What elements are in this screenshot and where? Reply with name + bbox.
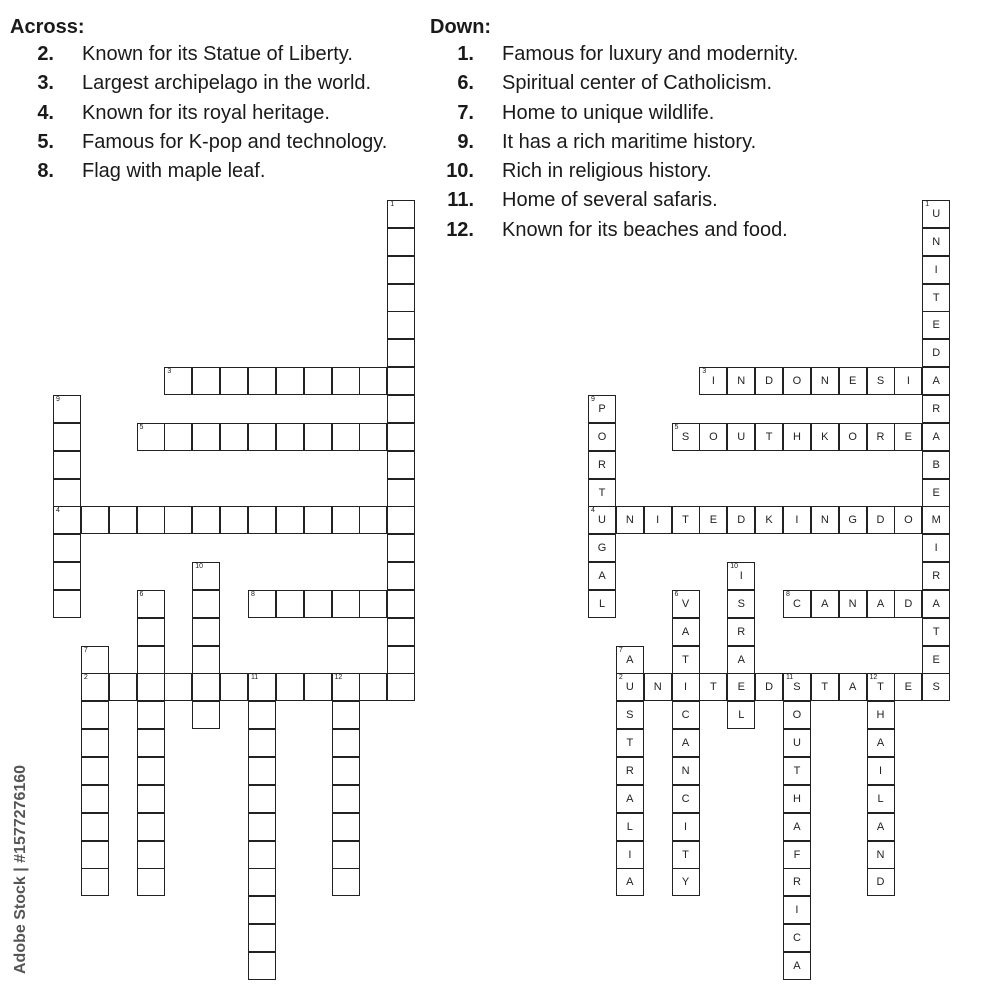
cell-letter: N	[932, 235, 941, 248]
clue-number: 12.	[446, 218, 474, 241]
cell-letter: S	[681, 430, 690, 443]
solved-cell	[588, 590, 616, 618]
solved-cell	[699, 673, 727, 701]
clue-number: 2.	[37, 43, 54, 65]
cell-letter: D	[904, 597, 913, 610]
cell-letter: T	[877, 681, 884, 694]
clue-number: 6.	[457, 72, 474, 95]
cell-letter: E	[904, 430, 913, 443]
clue-number: 3.	[37, 72, 54, 95]
cell-letter: E	[709, 514, 718, 527]
cell-letter: N	[848, 597, 857, 610]
clue-text: Rich in religious history.	[502, 160, 712, 183]
cell-letter: I	[684, 681, 688, 694]
down-heading: Down:	[430, 16, 492, 38]
cell-letter: T	[598, 486, 606, 499]
solved-cell	[922, 506, 950, 534]
cell-letter: I	[684, 820, 688, 833]
clue-number: 7.	[457, 101, 474, 124]
solved-cell	[616, 701, 644, 729]
cell-letter: I	[656, 514, 660, 527]
solved-cell	[783, 924, 811, 952]
solved-cell	[727, 646, 755, 674]
cell-letter: O	[792, 375, 802, 388]
cell-letter: A	[737, 653, 745, 666]
cell-letter: D	[765, 375, 774, 388]
solved-cell	[867, 757, 895, 785]
cell-letter: N	[653, 681, 662, 694]
cell-letter: O	[792, 709, 802, 722]
cell-letter: C	[792, 597, 801, 610]
cell-letter: L	[877, 792, 884, 805]
solved-cell	[727, 590, 755, 618]
cell-letter: A	[932, 375, 940, 388]
clue-number: 8.	[37, 160, 54, 183]
cell-letter: C	[681, 792, 690, 805]
cell-letter: A	[626, 876, 634, 889]
solved-cell	[922, 395, 950, 423]
clue-number: 4.	[37, 101, 54, 124]
cell-letter: F	[793, 848, 801, 861]
solved-cell	[672, 813, 700, 841]
solved-cell	[783, 841, 811, 869]
solved-cell	[727, 701, 755, 729]
solved-cell	[811, 506, 839, 534]
clue-number: 9.	[457, 130, 474, 153]
solved-cell	[672, 757, 700, 785]
clue-text: Known for its Statue of Liberty.	[82, 43, 353, 65]
stock-credit: Adobe Stock | #1577276160	[12, 764, 29, 974]
solved-cell	[922, 673, 950, 701]
cell-letter: L	[626, 820, 633, 833]
solved-cell	[811, 590, 839, 618]
cell-letter: P	[598, 402, 606, 415]
solved-cell	[616, 757, 644, 785]
cell-letter: L	[598, 597, 606, 610]
solved-cell	[839, 590, 867, 618]
cell-letter: T	[932, 625, 940, 638]
cell-letter: G	[597, 542, 607, 555]
solved-cell	[783, 785, 811, 813]
cell-letter: I	[711, 375, 715, 388]
cell-letter: I	[628, 848, 632, 861]
clue-text: Famous for K-pop and technology.	[82, 130, 388, 153]
cell-letter: E	[904, 681, 913, 694]
solved-cell	[783, 896, 811, 924]
cell-letter: T	[626, 737, 634, 750]
cell-letter: A	[876, 737, 885, 750]
solved-cell	[672, 701, 700, 729]
solved-cell	[839, 423, 867, 451]
cell-number: 5	[139, 423, 144, 431]
solved-cell	[867, 729, 895, 757]
cell-letter: N	[737, 375, 746, 388]
cell-letter: N	[625, 514, 634, 527]
cell-letter: I	[906, 375, 910, 388]
cell-letter: T	[765, 430, 773, 443]
solved-cell	[588, 534, 616, 562]
cell-letter: I	[878, 765, 883, 777]
clue-text: Spiritual center of Catholicism.	[502, 72, 773, 95]
clue-text: Known for its beaches and food.	[502, 218, 788, 241]
cell-letter: H	[792, 792, 801, 805]
solved-cell	[672, 785, 700, 813]
cell-letter: E	[848, 375, 857, 388]
cell-letter: H	[876, 709, 885, 722]
cell-letter: R	[932, 570, 941, 583]
cell-number: 3	[167, 368, 172, 376]
solved-cell	[783, 701, 811, 729]
solved-cell	[588, 423, 616, 451]
cell-letter: D	[876, 514, 885, 527]
solved-cell	[588, 562, 616, 590]
cell-letter: T	[682, 848, 689, 861]
solved-cell	[839, 506, 867, 534]
cell-number: 2	[618, 674, 623, 682]
cell-letter: I	[934, 542, 938, 555]
cell-letter: S	[737, 597, 745, 610]
solved-cell	[811, 673, 839, 701]
solved-cell	[811, 423, 839, 451]
cell-letter: G	[848, 514, 857, 527]
solved-cell	[644, 506, 672, 534]
cell-letter: S	[626, 709, 634, 722]
cell-number: 9	[56, 395, 60, 403]
solved-cell	[783, 506, 811, 534]
cell-letter: K	[765, 514, 773, 527]
solved-cell	[922, 562, 950, 590]
solved-cell	[616, 813, 644, 841]
solved-cell	[755, 423, 783, 451]
cell-number: 9	[591, 395, 595, 403]
cell-number: 10	[195, 563, 204, 571]
solved-cell	[727, 506, 755, 534]
solved-cell	[922, 311, 950, 339]
cell-letter: T	[821, 681, 829, 694]
solved-cell	[922, 590, 950, 618]
cell-number: 8	[250, 590, 255, 598]
cell-letter: U	[737, 430, 746, 443]
solved-cell	[867, 701, 895, 729]
solved-cell	[588, 451, 616, 479]
solved-cell	[867, 367, 895, 395]
across-heading: Across:	[10, 16, 85, 38]
solved-cell	[922, 200, 950, 228]
cell-letter: U	[932, 208, 941, 220]
cell-letter: O	[848, 430, 857, 443]
solved-cell	[699, 506, 727, 534]
solved-cell	[616, 785, 644, 813]
clue-number: 1.	[457, 43, 474, 65]
solved-cell	[922, 367, 950, 395]
cell-letter: C	[792, 932, 801, 945]
clue-text: Home of several safaris.	[502, 189, 718, 212]
solved-cell	[811, 367, 839, 395]
cell-letter: A	[876, 597, 885, 610]
cell-letter: A	[876, 820, 885, 833]
solved-cell	[755, 673, 783, 701]
cell-letter: S	[876, 375, 885, 388]
solved-cell	[727, 423, 755, 451]
cell-letter: A	[598, 570, 606, 583]
solved-cell	[588, 395, 616, 423]
solved-cell	[672, 841, 700, 869]
cell-number: 4	[591, 507, 595, 515]
cell-letter: B	[932, 458, 940, 471]
solved-cell	[727, 618, 755, 646]
solved-cell	[839, 367, 867, 395]
solved-cell	[922, 339, 950, 367]
cell-letter: T	[932, 291, 940, 304]
solved-cell	[894, 590, 922, 618]
clue-text: Known for its royal heritage.	[82, 101, 330, 124]
cell-letter: N	[820, 514, 829, 527]
cell-letter: A	[821, 597, 829, 610]
cell-letter: D	[737, 514, 746, 527]
cell-letter: A	[793, 820, 801, 833]
cell-letter: R	[625, 765, 634, 777]
solved-cell	[922, 256, 950, 284]
solved-cell	[922, 534, 950, 562]
clue-text: Famous for luxury and modernity.	[502, 43, 799, 65]
cell-letter: A	[681, 625, 690, 638]
solved-cell	[783, 590, 811, 618]
cell-letter: E	[932, 653, 940, 666]
cell-letter: U	[598, 514, 606, 527]
cell-letter: A	[681, 737, 690, 750]
solved-cell	[672, 729, 700, 757]
solved-cell	[616, 841, 644, 869]
clue-number: 10.	[446, 160, 474, 183]
solved-cell	[588, 506, 616, 534]
cell-letter: E	[932, 319, 940, 332]
cell-letter: O	[597, 430, 607, 443]
cell-letter: U	[625, 681, 634, 694]
cell-letter: A	[626, 792, 634, 805]
cell-letter: A	[932, 597, 940, 610]
solved-cell	[672, 423, 700, 451]
solved-cell	[867, 423, 895, 451]
clue-number: 5.	[37, 130, 54, 153]
cell-number: 1	[390, 201, 395, 208]
cell-letter: H	[792, 430, 801, 443]
solved-cell	[783, 868, 811, 896]
clue-text: It has a rich maritime history.	[502, 130, 757, 153]
clue-text: Home to unique wildlife.	[502, 101, 715, 124]
cell-letter: T	[682, 514, 689, 527]
cell-letter: I	[795, 514, 799, 527]
cell-letter: O	[709, 430, 718, 443]
cell-number: 7	[83, 646, 88, 654]
cell-letter: R	[598, 458, 606, 471]
solved-cell	[922, 479, 950, 507]
cell-letter: Y	[681, 876, 690, 889]
solved-cell	[783, 367, 811, 395]
solved-cell	[644, 673, 672, 701]
solved-cell	[755, 506, 783, 534]
solved-cell	[727, 562, 755, 590]
cell-letter: U	[792, 737, 801, 750]
solved-cell	[699, 367, 727, 395]
solved-cell	[922, 618, 950, 646]
cell-letter: A	[932, 430, 940, 443]
cell-letter: N	[820, 375, 829, 388]
solved-cell	[672, 506, 700, 534]
solved-cell	[922, 646, 950, 674]
solved-cell	[783, 952, 811, 980]
solved-cell	[672, 646, 700, 674]
cell-number: 6	[139, 590, 144, 598]
solved-cell	[867, 841, 895, 869]
cell-letter: R	[876, 430, 885, 443]
solved-cell	[783, 729, 811, 757]
cell-number: 3	[702, 368, 707, 376]
clue-number: 11.	[447, 189, 474, 212]
solved-cell	[783, 757, 811, 785]
cell-number: 1	[925, 201, 930, 208]
solved-cell	[922, 423, 950, 451]
cell-letter: I	[795, 904, 799, 917]
cell-number: 11	[785, 674, 794, 682]
solved-cell	[867, 673, 895, 701]
solved-cell	[616, 646, 644, 674]
solved-cell	[839, 673, 867, 701]
cell-letter: D	[876, 876, 885, 889]
solved-cell	[894, 423, 922, 451]
clue-text: Largest archipelago in the world.	[82, 72, 372, 95]
solved-cell	[672, 590, 700, 618]
solved-cell	[867, 506, 895, 534]
solved-cell	[588, 479, 616, 507]
solved-cell	[894, 367, 922, 395]
solved-cell	[783, 813, 811, 841]
cell-letter: E	[932, 486, 940, 499]
solved-cell	[867, 813, 895, 841]
cell-letter: O	[904, 514, 913, 527]
cell-letter: I	[934, 263, 938, 276]
solved-cell	[616, 506, 644, 534]
cell-letter: N	[876, 848, 885, 861]
solved-cell	[894, 506, 922, 534]
cell-letter: A	[626, 653, 634, 666]
cell-number: 12	[334, 674, 343, 682]
cell-letter: A	[848, 681, 857, 694]
cell-letter: N	[681, 765, 690, 777]
solved-cell	[672, 868, 700, 896]
solved-cell	[867, 868, 895, 896]
cell-letter: T	[710, 681, 717, 694]
cell-number: 10	[730, 563, 739, 571]
solved-cell	[922, 228, 950, 256]
cell-letter: T	[793, 765, 801, 777]
cell-letter: K	[821, 430, 829, 443]
cell-letter: C	[681, 709, 690, 722]
solved-cell	[727, 367, 755, 395]
solved-cell	[783, 423, 811, 451]
cell-number: 8	[785, 590, 790, 598]
cell-letter: S	[932, 681, 940, 694]
cell-letter: T	[682, 653, 689, 666]
cell-letter: D	[765, 681, 774, 694]
solved-cell	[894, 673, 922, 701]
cell-letter: M	[931, 514, 941, 527]
solved-cell	[699, 423, 727, 451]
cell-number: 6	[674, 590, 679, 598]
cell-letter: L	[738, 709, 745, 722]
cell-letter: E	[737, 681, 745, 694]
solved-cell	[616, 868, 644, 896]
cell-letter: A	[793, 959, 801, 972]
cell-number: 11	[250, 674, 259, 682]
solved-cell	[783, 673, 811, 701]
cell-number: 7	[618, 646, 623, 654]
solved-cell	[755, 367, 783, 395]
solved-cell	[727, 673, 755, 701]
solved-cell	[616, 673, 644, 701]
solved-cell	[867, 590, 895, 618]
cell-letter: D	[932, 347, 941, 360]
cell-letter: R	[737, 625, 746, 638]
solved-cell	[616, 729, 644, 757]
cell-number: 5	[674, 423, 679, 431]
cell-letter: I	[739, 570, 743, 583]
solved-cell	[922, 451, 950, 479]
solved-cell	[922, 284, 950, 312]
cell-letter: R	[792, 876, 801, 889]
cell-letter: S	[793, 681, 801, 694]
cell-number: 2	[83, 674, 88, 682]
cell-letter: V	[681, 597, 690, 610]
cell-number: 4	[56, 507, 60, 515]
solved-cell	[867, 785, 895, 813]
clue-text: Flag with maple leaf.	[82, 160, 266, 183]
solved-cell	[672, 673, 700, 701]
cell-letter: R	[932, 402, 941, 415]
solved-cell	[672, 618, 700, 646]
cell-number: 12	[869, 674, 878, 682]
